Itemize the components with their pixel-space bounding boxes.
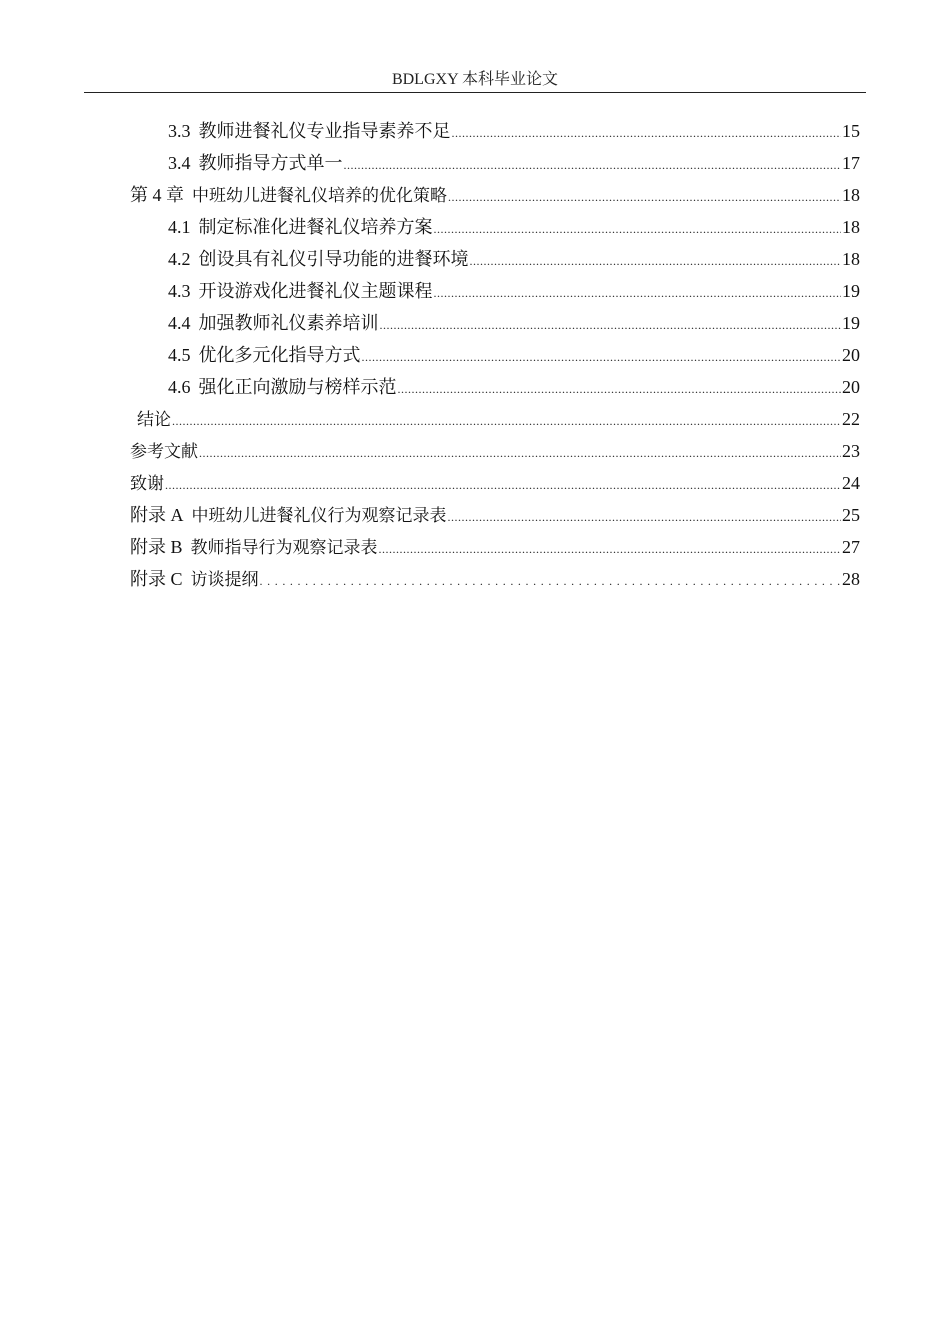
toc-dot-leader [448, 181, 841, 213]
toc-entry-title: 开设游戏化进餐礼仪主题课程 [198, 281, 433, 301]
toc-entry-title: 教师进餐礼仪专业指导素养不足 [198, 121, 451, 141]
toc-entry-title: 创设具有礼仪引导功能的进餐环境 [198, 249, 469, 269]
toc-entry-title: 结论 [137, 410, 171, 430]
toc-entry-number: 4.1 [168, 217, 191, 237]
toc-references-entry[interactable] [130, 435, 860, 467]
toc-entry-title: 中班幼儿进餐礼仪行为观察记录表 [191, 506, 447, 526]
toc-entry-title: 教师指导行为观察记录表 [190, 538, 378, 558]
toc-entry-page: 24 [842, 473, 860, 493]
toc-entry[interactable] [130, 307, 860, 339]
toc-entry-title: 制定标准化进餐礼仪培养方案 [198, 217, 433, 237]
toc-entry-page: 15 [842, 121, 860, 141]
toc-entry-title: 中班幼儿进餐礼仪培养的优化策略 [192, 186, 447, 206]
toc-dot-leader [434, 277, 842, 309]
toc-appendix-entry[interactable] [130, 563, 860, 595]
toc-dot-leader [260, 565, 841, 597]
toc-dot-leader [380, 309, 842, 341]
page-header: BDLGXY 本科毕业论文 [391, 71, 559, 88]
toc-entry-number: 4.3 [168, 281, 191, 301]
toc-dot-leader [362, 341, 842, 373]
toc-dot-leader [452, 117, 842, 149]
toc-entry-page: 18 [842, 217, 860, 237]
toc-dot-leader [398, 373, 842, 405]
toc-entry-title: 教师指导方式单一 [198, 153, 343, 173]
toc-appendix-entry[interactable] [130, 499, 860, 531]
toc-entry-page: 28 [842, 569, 860, 589]
toc-entry-page: 18 [842, 185, 860, 205]
toc-entry-number: 附录 B [130, 537, 183, 557]
toc-entry-number: 4.6 [168, 377, 191, 397]
toc-dot-leader [165, 469, 841, 501]
toc-entry[interactable] [130, 211, 860, 243]
toc-entry-title: 致谢 [130, 474, 164, 494]
toc-entry-number: 4.4 [168, 313, 191, 333]
toc-entry-number: 3.3 [168, 121, 191, 141]
toc-entry-number: 4.2 [168, 249, 191, 269]
toc-entry-title: 优化多元化指导方式 [198, 345, 361, 365]
toc-dot-leader [379, 533, 841, 565]
toc-entry[interactable] [130, 147, 860, 179]
toc-entry-title: 加强教师礼仪素养培训 [198, 313, 379, 333]
toc-entry[interactable] [130, 275, 860, 307]
toc-entry-number: 附录 C [130, 569, 183, 589]
toc-dot-leader [344, 149, 842, 181]
toc-appendix-entry[interactable] [130, 531, 860, 563]
toc-entry-number: 3.4 [168, 153, 191, 173]
toc-conclusion-entry[interactable] [130, 403, 860, 435]
toc-entry-page: 25 [842, 505, 860, 525]
toc-entry-title: 访谈提纲 [190, 570, 259, 590]
toc-entry[interactable] [130, 371, 860, 403]
toc-entry-page: 18 [842, 249, 860, 269]
toc-dot-leader [448, 501, 842, 533]
toc-entry-page: 20 [842, 345, 860, 365]
toc-entry-number: 第 4 章 [130, 185, 184, 205]
toc-entry-number: 附录 A [130, 505, 184, 525]
table-of-contents [130, 115, 860, 595]
toc-entry-page: 19 [842, 313, 860, 333]
toc-chapter-entry[interactable] [130, 179, 860, 211]
header-divider [84, 92, 866, 93]
toc-entry-page: 19 [842, 281, 860, 301]
toc-entry-page: 23 [842, 441, 860, 461]
toc-acknowledgements-entry[interactable] [130, 467, 860, 499]
toc-entry-number: 4.5 [168, 345, 191, 365]
toc-dot-leader [470, 245, 842, 277]
toc-dot-leader [199, 437, 841, 469]
toc-entry-page: 17 [842, 153, 860, 173]
toc-entry-page: 27 [842, 537, 860, 557]
toc-dot-leader [172, 405, 841, 437]
toc-entry[interactable] [130, 243, 860, 275]
toc-entry-title: 参考文献 [130, 442, 198, 462]
toc-dot-leader [434, 213, 842, 245]
toc-entry[interactable] [130, 115, 860, 147]
toc-entry[interactable] [130, 339, 860, 371]
toc-entry-page: 22 [842, 409, 860, 429]
toc-entry-page: 20 [842, 377, 860, 397]
toc-entry-title: 强化正向激励与榜样示范 [198, 377, 397, 397]
